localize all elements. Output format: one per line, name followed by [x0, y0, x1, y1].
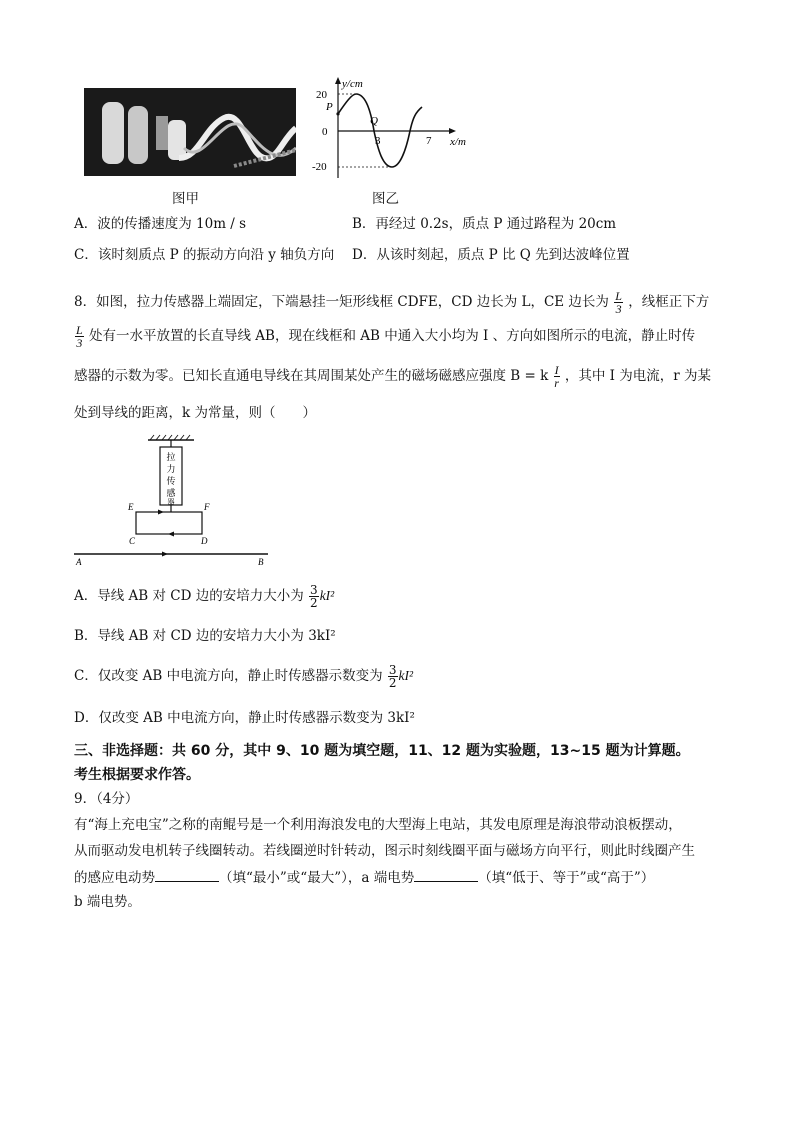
fraction-den: r [554, 376, 559, 390]
q8-option-a [74, 584, 334, 609]
q7-option-b: B．再经过 0.2s，质点 P 通过路程为 20cm [352, 216, 617, 232]
sensor-char-5: 器 [167, 498, 175, 506]
q7-option-c: C．该时刻质点 P 的振动方向沿 y 轴负方向 [74, 247, 335, 263]
sensor-char-1: 拉 [166, 452, 176, 462]
fraction-num: L [615, 289, 622, 303]
label-f: F [204, 502, 210, 512]
wave-photo-illustration [84, 88, 296, 176]
wave-photo [84, 88, 296, 176]
q9-header: 9．（4分） [74, 791, 139, 807]
point-q-label: Q [370, 115, 378, 127]
x-axis-arrow [449, 128, 456, 134]
q8-option-a-text: A．导线 AB 对 CD 边的安培力大小为 [74, 588, 304, 604]
section-3-heading-line-2: 考生根据要求作答。 [74, 767, 200, 783]
x-axis-label: x/m [450, 136, 466, 148]
q8-line-1-b: ，线框正下方 [628, 294, 710, 310]
q9-line-3-c: （填“低于、等于”或“高于”） [478, 870, 655, 886]
y-tick-20: 20 [316, 89, 327, 101]
q8-option-c [74, 664, 413, 689]
q8-line-3-b: ，其中 I 为电流，r 为某 [564, 368, 712, 384]
y-axis-arrow [335, 77, 341, 84]
q8-option-b: B．导线 AB 对 CD 边的安培力大小为 3kI² [74, 628, 336, 644]
point-p [336, 112, 339, 115]
y-tick-neg20: -20 [312, 161, 327, 173]
q8-line-1 [74, 290, 709, 315]
fraction-3-over-2 [309, 584, 319, 609]
y-tick-0: 0 [322, 126, 328, 138]
q8-option-d: D．仅改变 AB 中电流方向，静止时传感器示数变为 3kI² [74, 710, 415, 726]
q8-line-1-a: 8．如图，拉力传感器上端固定，下端悬挂一矩形线框 CDFE，CD 边长为 L，CE 边长为 [74, 294, 609, 310]
loop-current-arrow-top [158, 510, 164, 515]
sensor-char-4: 感 [166, 488, 176, 498]
q8-line-3-a: 感器的示数为零。已知长直通电导线在其周围某处产生的磁场磁感应强度 B = k [74, 368, 549, 384]
y-axis-label: y/cm [342, 78, 363, 90]
fraction-i-over-r [554, 364, 560, 389]
loop-current-arrow-bottom [168, 532, 174, 537]
fraction-num: I [554, 363, 559, 377]
q8-line-2 [74, 324, 695, 349]
label-a: A [76, 557, 82, 567]
point-p-label: P [326, 101, 333, 113]
fraction-l-over-3-b [75, 324, 84, 349]
q8-line-3 [74, 364, 711, 389]
fraction-num: 3 [310, 583, 318, 597]
fraction-l-over-3 [614, 290, 623, 315]
fraction-den: 2 [388, 676, 397, 690]
sensor-char-3: 传 [166, 476, 176, 486]
q9-line-3 [74, 868, 654, 887]
photo-caption: 图甲 [172, 191, 199, 207]
q8-line-2-text: 处有一水平放置的长直导线 AB，现在线框和 AB 中通入大小均为 I 、方向如图所示的电流，静止时传 [88, 328, 696, 344]
label-b: B [258, 557, 264, 567]
fraction-num: L [76, 323, 83, 337]
sensor-char-2: 力 [166, 464, 176, 474]
q8-line-4: 处到导线的距离，k 为常量，则（ ） [74, 405, 316, 421]
section-3-heading-line-1: 三、非选择题：共 60 分，其中 9、10 题为填空题，11、12 题为实验题，13~15 题为计算题。 [74, 743, 690, 759]
label-d: D [201, 536, 208, 546]
q8-option-a-expr: kI² [319, 588, 335, 603]
q8-option-c-expr: kI² [398, 668, 414, 683]
sensor-circuit-figure [72, 434, 282, 568]
wire-current-arrow [162, 552, 168, 557]
graph-caption: 图乙 [372, 191, 399, 207]
q9-line-4: b 端电势。 [74, 894, 141, 910]
q7-option-a: A．波的传播速度为 10m / s [74, 216, 247, 232]
q9-line-2: 从而驱动发电机转子线圈转动。若线圈逆时针转动，图示时刻线圈平面与磁场方向平行，则此时线圈产生 [74, 843, 695, 859]
rectangular-loop [136, 512, 202, 534]
label-c: C [129, 536, 136, 546]
fraction-num: 3 [388, 663, 397, 677]
fraction-3-over-2-c [388, 664, 398, 689]
wave-graph [308, 74, 478, 186]
q8-option-c-text: C．仅改变 AB 中电流方向，静止时传感器示数变为 [74, 668, 383, 684]
q7-option-d: D．从该时刻起，质点 P 比 Q 先到达波峰位置 [352, 247, 630, 263]
q9-line-3-a: 的感应电动势 [74, 870, 155, 886]
label-e: E [128, 502, 134, 512]
answer-blank-1[interactable] [155, 868, 219, 882]
fraction-den: 2 [310, 596, 318, 610]
q9-line-3-b: （填“最小”或“最大”），a 端电势 [219, 870, 415, 886]
x-tick-7: 7 [426, 135, 432, 147]
fraction-den: 3 [615, 302, 622, 316]
q9-line-1: 有“海上充电宝”之称的南鲲号是一个利用海浪发电的大型海上电站，其发电原理是海浪带动浪板摆动， [74, 817, 682, 833]
fraction-den: 3 [76, 336, 83, 350]
answer-blank-2[interactable] [414, 868, 478, 882]
x-tick-3: 3 [375, 135, 381, 147]
